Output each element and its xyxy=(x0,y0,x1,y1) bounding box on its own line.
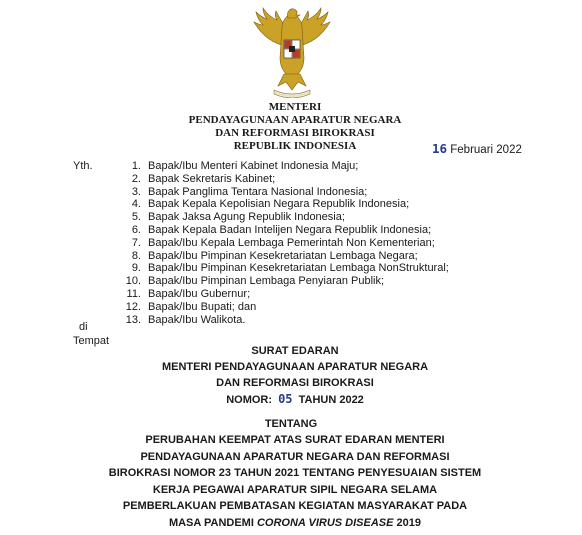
nomor-label: NOMOR: xyxy=(226,394,273,406)
date-month-year: Februari 2022 xyxy=(450,144,522,156)
ministry-line: MENTERI xyxy=(268,101,322,113)
list-item: 13. Bapak/Ibu Walikota. xyxy=(125,313,246,326)
address-tempat: Tempat xyxy=(73,335,110,347)
ministry-line: REPUBLIK INDONESIA xyxy=(233,140,357,152)
circular-line: MENTERI PENDAYAGUNAAN APARATUR NEGARA xyxy=(161,361,429,373)
subject-italic: CORONA VIRUS DISEASE xyxy=(256,516,394,529)
ministry-line: PENDAYAGUNAAN APARATUR NEGARA xyxy=(188,114,402,126)
list-item: 2. Bapak Sekretaris Kabinet; xyxy=(131,172,276,185)
ministry-heading xyxy=(150,101,440,153)
circular-line: SURAT EDARAN xyxy=(251,345,339,357)
list-item: 4. Bapak Kepala Kepolisian Negara Republik Indonesia; xyxy=(131,198,410,211)
list-item: 8. Bapak/Ibu Pimpinan Kesekretariatan Lembaga Negara; xyxy=(131,249,418,262)
nomor-tahun: TAHUN 2022 xyxy=(298,394,364,406)
garuda-emblem-icon xyxy=(248,6,336,98)
circular-title xyxy=(100,343,490,408)
address-di: di xyxy=(79,321,88,333)
subject-line-last: MASA PANDEMI CORONA VIRUS DISEASE 2019 xyxy=(168,516,422,529)
subject-line: PENDAYAGUNAAN APARATUR NEGARA DAN REFORMASI xyxy=(140,450,450,463)
date-day-handwritten: 16 xyxy=(432,141,448,156)
subject-line: BIROKRASI NOMOR 23 TAHUN 2021 TENTANG PENYESUAIAN SISTEM xyxy=(108,467,482,479)
list-item: 11. Bapak/Ibu Gubernur; xyxy=(126,287,251,300)
subject-line: KERJA PEGAWAI APARATUR SIPIL NEGARA SELAMA xyxy=(152,483,438,496)
list-item: 9. Bapak/Ibu Pimpinan Kesekretariatan Lembaga NonStruktural; xyxy=(131,262,449,275)
recipient-list xyxy=(118,160,449,326)
addressee-label: Yth. xyxy=(73,160,93,172)
tentang-label: TENTANG xyxy=(264,418,318,430)
subject-line: PERUBAHAN KEEMPAT ATAS SURAT EDARAN MENTERI xyxy=(145,434,445,446)
circular-line: DAN REFORMASI BIROKRASI xyxy=(216,377,374,389)
circular-number xyxy=(100,391,490,408)
subject-line: PEMBERLAKUAN PEMBATASAN KEGIATAN MASYARAKAT PADA xyxy=(122,500,468,512)
list-item: 1. Bapak/Ibu Menteri Kabinet Indonesia Maju; xyxy=(131,160,359,172)
list-item: 7. Bapak/Ibu Kepala Lembaga Pemerintah Non Kementerian; xyxy=(131,236,435,249)
list-item: 10. Bapak/Ibu Pimpinan Lembaga Penyiaran Publik; xyxy=(125,275,385,288)
nomor-value-handwritten: 05 xyxy=(278,392,293,406)
ministry-line: DAN REFORMASI BIROKRASI xyxy=(215,127,375,139)
list-item: 5. Bapak Jaksa Agung Republik Indonesia; xyxy=(131,211,345,224)
list-item: 6. Bapak Kepala Badan Intelijen Negara Republik Indonesia; xyxy=(131,223,432,236)
list-item: 12. Bapak/Ibu Bupati; dan xyxy=(125,300,257,313)
list-item: 3. Bapak Panglima Tentara Nasional Indonesia; xyxy=(131,185,368,198)
subject-title xyxy=(80,432,510,531)
letter-date xyxy=(432,141,522,156)
